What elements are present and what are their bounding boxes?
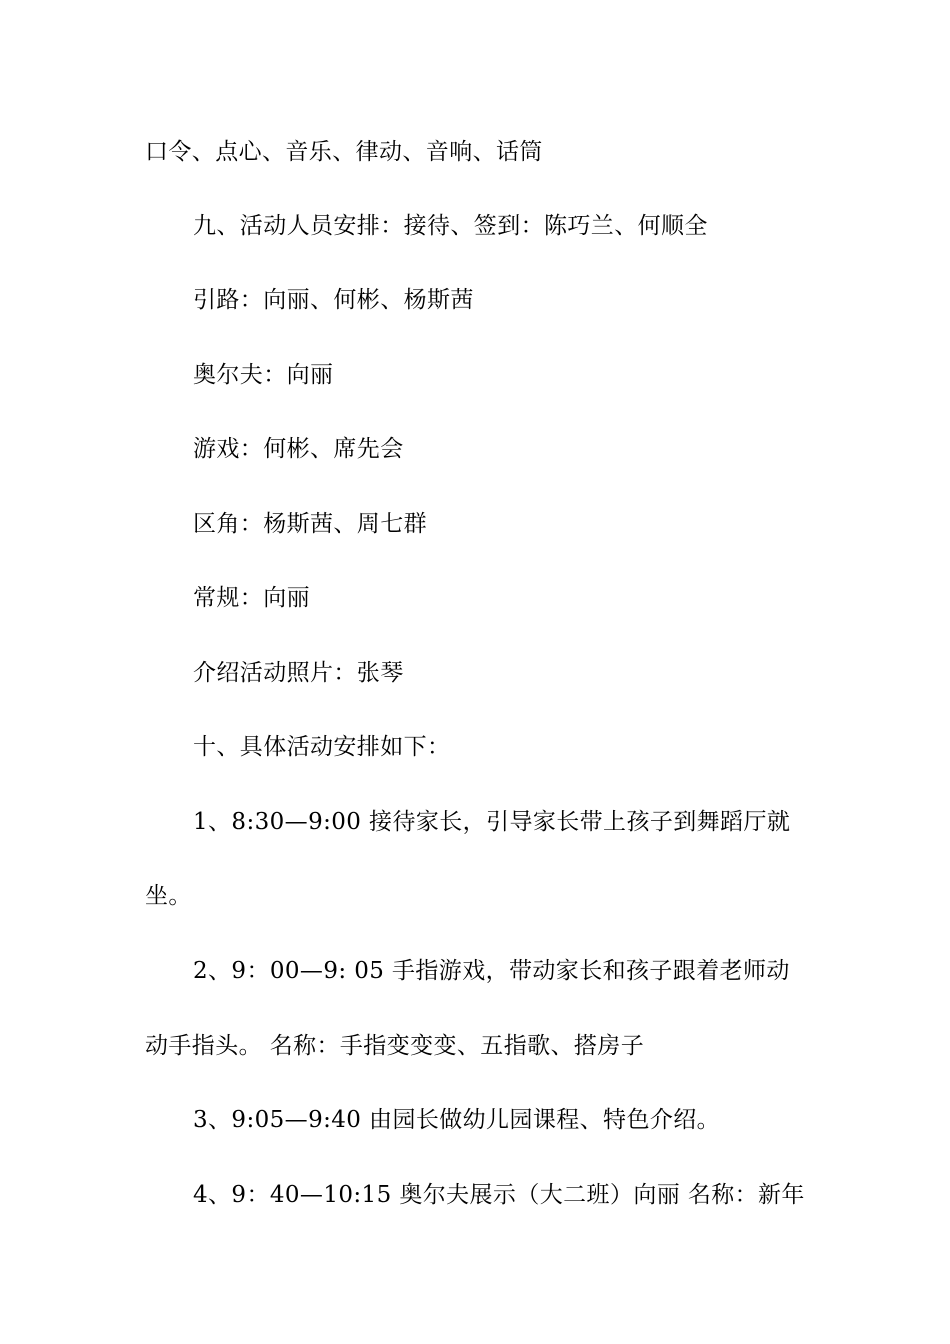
heading-schedule: 十、具体活动安排如下： (193, 734, 451, 760)
staff-photos: 介绍活动照片：张琴 (193, 660, 404, 686)
staff-orff: 奥尔夫：向丽 (193, 362, 334, 388)
staff-corner: 区角：杨斯茜、周七群 (193, 511, 427, 537)
staff-routine: 常规：向丽 (193, 585, 310, 611)
staff-games: 游戏：何彬、席先会 (193, 436, 404, 462)
heading-staff-arrangement: 九、活动人员安排：接待、签到：陈巧兰、何顺全 (193, 213, 708, 239)
schedule-item-2: 2、9：00—9: 05 手指游戏，带动家长和孩子跟着老师动 (193, 958, 790, 984)
schedule-item-1: 1、8:30—9:00 接待家长，引导家长带上孩子到舞蹈厅就 (193, 809, 791, 835)
schedule-item-1-continued: 坐。 (145, 883, 192, 909)
paragraph-materials-continued: 口令、点心、音乐、律动、音响、话筒 (145, 139, 543, 165)
staff-guide: 引路：向丽、何彬、杨斯茜 (193, 287, 474, 313)
schedule-item-3: 3、9:05—9:40 由园长做幼儿园课程、特色介绍。 (193, 1107, 721, 1133)
schedule-item-2-continued: 动手指头。 名称：手指变变变、五指歌、搭房子 (145, 1033, 645, 1059)
schedule-item-4: 4、9：40—10:15 奥尔夫展示（大二班）向丽 名称：新年 (193, 1182, 805, 1208)
